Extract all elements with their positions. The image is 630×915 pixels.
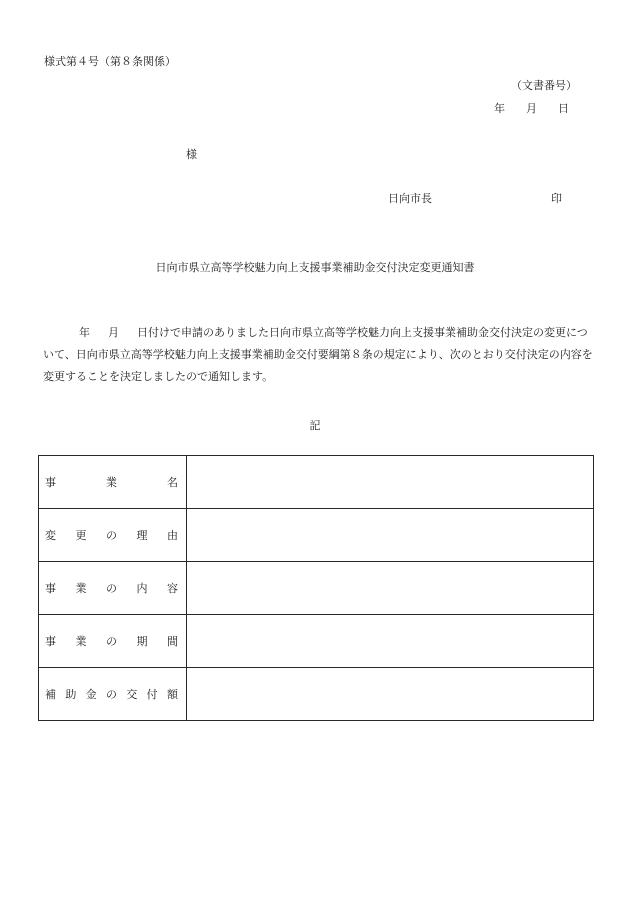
row-label-chars <box>45 686 178 702</box>
row-label <box>39 509 187 562</box>
row-label-char: 由 <box>167 529 178 542</box>
sender-name: 日向市長 <box>388 192 432 205</box>
row-label-char: 額 <box>166 688 178 701</box>
table-row <box>39 615 594 668</box>
table-row <box>39 562 594 615</box>
row-value[interactable] <box>187 668 594 721</box>
document-number: （文書番号） <box>511 79 577 92</box>
row-value[interactable] <box>187 615 594 668</box>
row-label-char: 容 <box>167 582 178 595</box>
date-year: 年 <box>494 102 505 115</box>
row-label-char: 事 <box>45 635 56 648</box>
row-label-char: の <box>105 688 117 701</box>
row-label <box>39 562 187 615</box>
body-text: 日付けで申請のありました日向市県立高等学校魅力向上支援事業補助金交付決定の変更について、日向市県立高等学校魅力向上支援事業補助金交付要綱第８条の規定により、次のとおり交付決定の内容を変更することを決定しましたので通知します。 <box>43 326 593 383</box>
row-label <box>39 668 187 721</box>
row-label-char: 業 <box>75 582 87 595</box>
row-label <box>39 456 187 509</box>
row-label-char: 交 <box>126 688 138 701</box>
row-label-char: 理 <box>136 529 148 542</box>
row-label-chars <box>45 633 178 649</box>
row-value[interactable] <box>187 456 594 509</box>
row-label-char: 助 <box>65 688 77 701</box>
body-paragraph <box>43 322 593 388</box>
row-label-char: 更 <box>75 529 87 542</box>
form-number: 様式第４号（第８条関係） <box>44 55 176 68</box>
body-month: 月 <box>108 326 119 339</box>
row-label-char: 補 <box>45 688 56 701</box>
row-label-chars <box>45 474 178 490</box>
row-label-char: 期 <box>136 635 148 648</box>
row-label-char: 名 <box>167 476 178 489</box>
row-label-chars <box>45 580 178 596</box>
date-month: 月 <box>526 102 537 115</box>
row-label-char: 業 <box>75 635 87 648</box>
row-value[interactable] <box>187 509 594 562</box>
table-row <box>39 668 594 721</box>
seal-mark: 印 <box>551 192 562 205</box>
note-label: 記 <box>309 419 321 432</box>
document-title: 日向市県立高等学校魅力向上支援事業補助金交付決定変更通知書 <box>155 261 475 274</box>
row-label-char: 間 <box>167 635 178 648</box>
table-row <box>39 509 594 562</box>
detail-table <box>38 455 594 721</box>
row-value[interactable] <box>187 562 594 615</box>
addressee-honorific: 様 <box>186 148 197 161</box>
row-label-char: の <box>106 529 117 542</box>
row-label-char: 金 <box>85 688 97 701</box>
date-day: 日 <box>558 102 569 115</box>
row-label-char: 事 <box>45 582 56 595</box>
row-label-char: 内 <box>136 582 148 595</box>
body-year: 年 <box>79 326 90 339</box>
table-row <box>39 456 594 509</box>
issue-date <box>494 100 569 116</box>
row-label-char: 変 <box>45 529 56 542</box>
row-label-char: の <box>106 635 117 648</box>
row-label-char: 事 <box>45 476 56 489</box>
row-label-char: 付 <box>146 688 158 701</box>
row-label-char: の <box>106 582 117 595</box>
row-label-chars <box>45 527 178 543</box>
row-label-char: 業 <box>106 476 117 489</box>
row-label <box>39 615 187 668</box>
